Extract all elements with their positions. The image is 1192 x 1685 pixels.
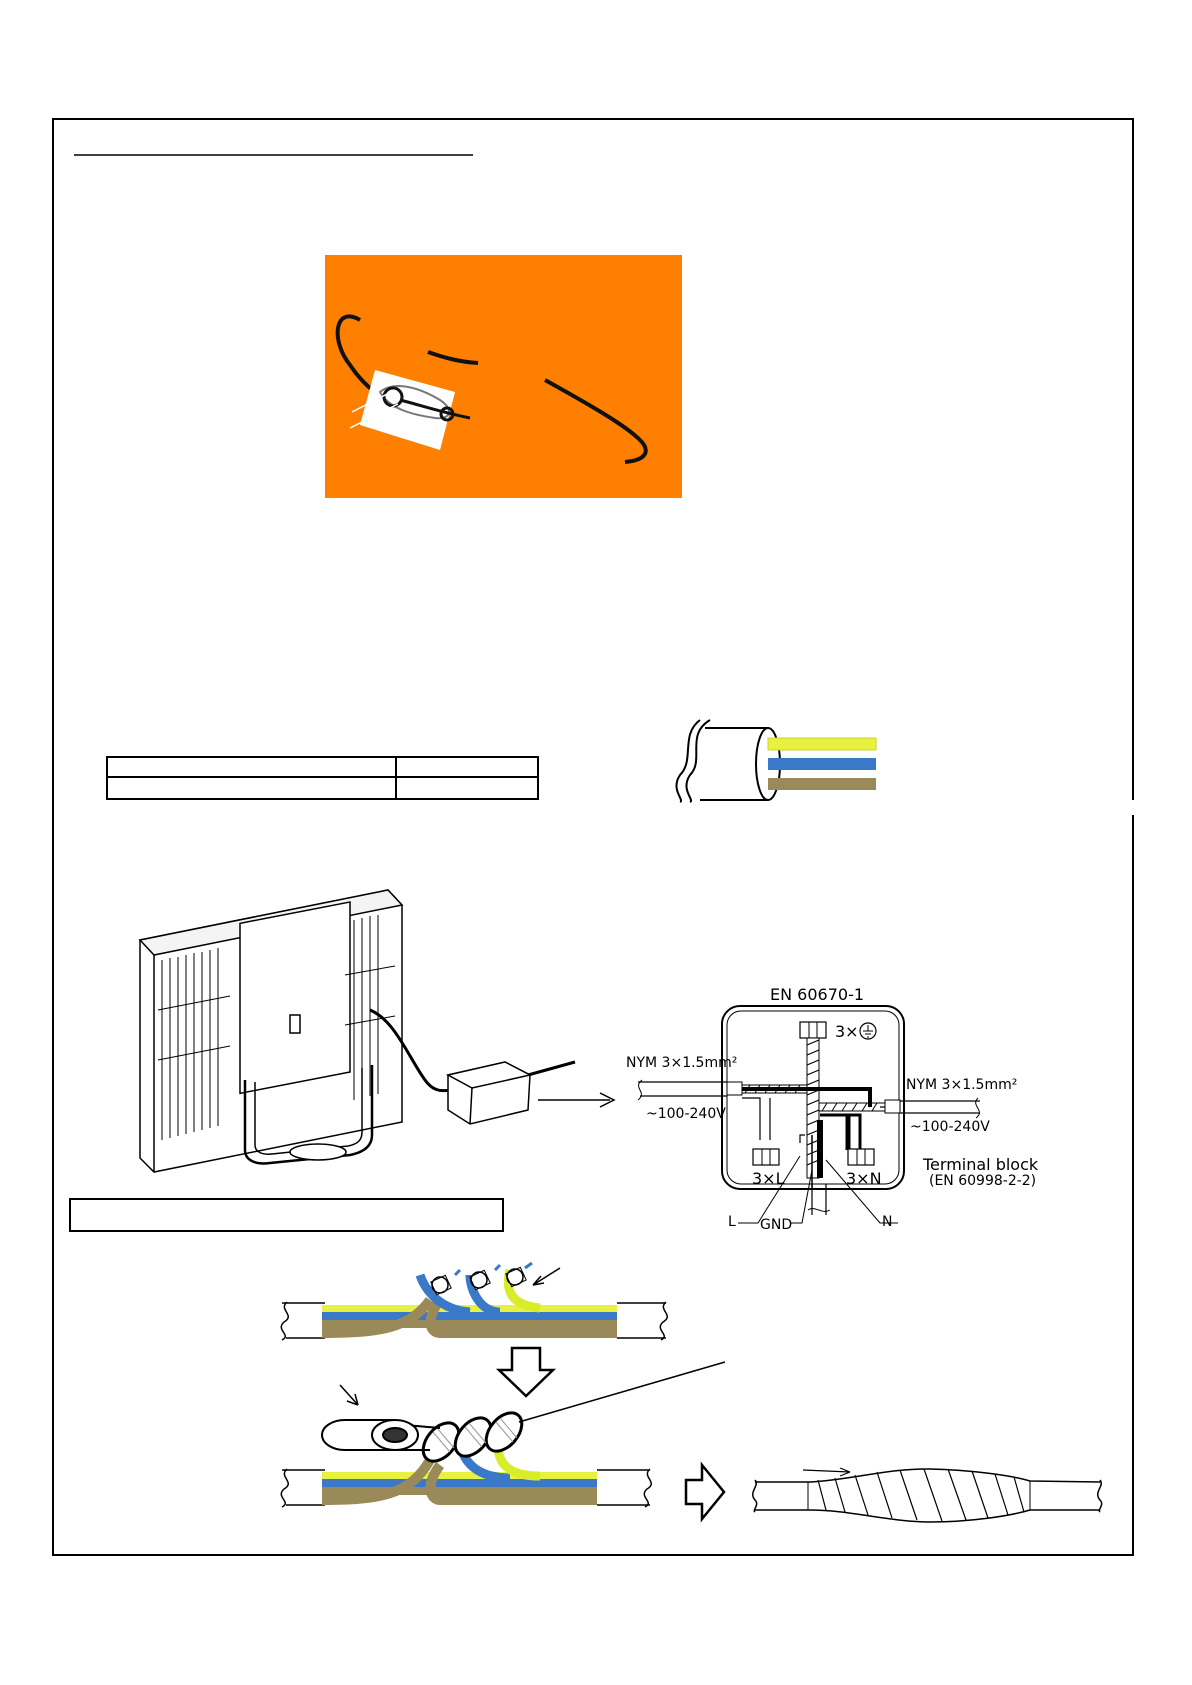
callout-l: L <box>728 1214 736 1230</box>
cable-left-label: NYM 3×1.5mm² <box>626 1055 738 1071</box>
cable-clip-photo <box>325 255 682 498</box>
terminal-n-label: 3×N <box>846 1169 882 1188</box>
earth-terminal <box>800 1022 826 1038</box>
terminal-l <box>753 1149 779 1165</box>
callout-gnd: GND <box>760 1217 793 1233</box>
cable-end-illustration <box>676 720 876 802</box>
junction-box-standard: EN 60670-1 <box>770 985 865 1004</box>
splice-step-1 <box>281 1263 667 1340</box>
splice-step-2 <box>281 1362 725 1507</box>
terminal-l-label: 3×L <box>752 1169 785 1188</box>
splice-finished <box>753 1468 1102 1522</box>
terminal-block-title: Terminal block <box>923 1155 1039 1174</box>
callout-n: N <box>882 1214 893 1230</box>
luminaire-illustration <box>140 890 575 1172</box>
voltage-left-label: ~100-240V <box>646 1106 726 1122</box>
terminal-block-standard: (EN 60998-2-2) <box>929 1173 1037 1189</box>
arrow-to-junction-box <box>538 1093 614 1107</box>
earth-symbol-icon <box>860 1023 876 1039</box>
cable-right-label: NYM 3×1.5mm² <box>906 1077 1018 1093</box>
live-wire <box>768 778 876 790</box>
earth-wire <box>768 738 876 750</box>
neutral-wire <box>768 758 876 770</box>
terminal-n <box>848 1149 874 1165</box>
spec-table <box>107 757 538 799</box>
down-arrow-icon <box>499 1348 553 1396</box>
caption-box <box>70 1199 503 1231</box>
voltage-right-label: ~100-240V <box>910 1119 990 1135</box>
earth-count-label: 3× <box>835 1022 859 1041</box>
junction-box-schematic <box>626 985 1039 1233</box>
right-arrow-icon <box>686 1465 724 1519</box>
